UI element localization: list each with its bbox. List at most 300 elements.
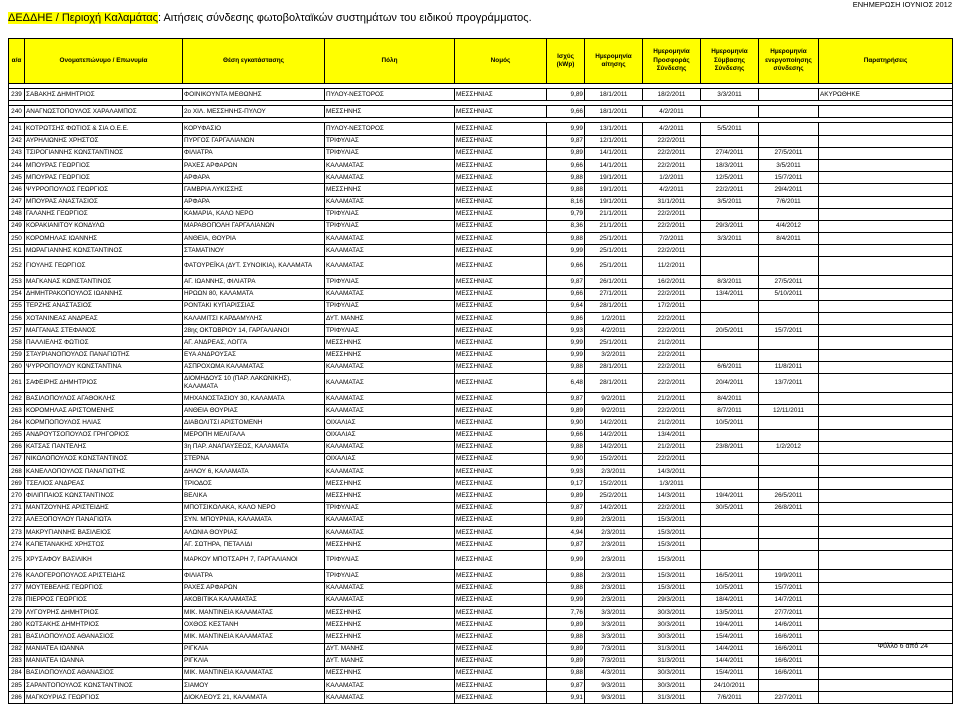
table-cell: 9,99 [547, 123, 585, 135]
table-cell [759, 478, 819, 490]
table-cell: 9,87 [547, 502, 585, 514]
table-row [9, 405, 953, 417]
table-cell: 22/2/2011 [643, 502, 701, 514]
table-cell: 274 [9, 539, 25, 551]
table-cell: 30/5/2011 [701, 502, 759, 514]
table-cell [819, 582, 953, 594]
table-cell: 270 [9, 490, 25, 502]
table-cell: ΤΣΕΛΙΟΣ ΑΝΔΡΕΑΣ [25, 478, 183, 490]
table-cell: ΜΕΣΣΗΝΙΑΣ [455, 147, 547, 159]
table-cell [759, 245, 819, 257]
table-row [9, 619, 953, 631]
table-cell: ΚΟΡΥΦΑΣΙΟ [183, 123, 325, 135]
col-header: Πόλη [325, 39, 455, 84]
table-cell [819, 373, 953, 392]
table-cell: ΤΡΙΦΥΛΙΑΣ [325, 208, 455, 220]
table-cell: 14/3/2011 [643, 466, 701, 478]
table-cell: ΜΕΡΟΠΗ ΜΕΛΙΓΑΛΑ [183, 429, 325, 441]
table-cell: ΚΑΛΑΜΑΤΑΣ [325, 466, 455, 478]
table-row [9, 89, 953, 101]
table-cell: 9,66 [547, 429, 585, 441]
table-cell [819, 288, 953, 300]
table-cell [759, 135, 819, 147]
table-cell: 18/1/2011 [585, 106, 643, 118]
table-cell [759, 466, 819, 478]
table-cell: ΜΕΣΣΗΝΙΑΣ [455, 643, 547, 655]
table-cell: 25/1/2011 [585, 233, 643, 245]
table-cell [701, 551, 759, 570]
table-cell: ΜΕΣΣΗΝΗΣ [325, 619, 455, 631]
table-cell: 254 [9, 288, 25, 300]
col-header: Ημερομηνία ενεργοποίησης σύνδεσης [759, 39, 819, 84]
table-cell [759, 208, 819, 220]
table-cell: ΡΙΓΚΛΙΑ [183, 655, 325, 667]
table-cell: 29/3/2011 [643, 594, 701, 606]
table-cell: 9/2/2011 [585, 405, 643, 417]
table-cell: 276 [9, 570, 25, 582]
table-cell: 240 [9, 106, 25, 118]
table-cell: ΣΑΦΕΙΡΗΣ ΔΗΜΗΤΡΙΟΣ [25, 373, 183, 392]
table-cell [819, 276, 953, 288]
table-cell: 9,99 [547, 245, 585, 257]
table-cell: ΤΕΡΖΗΣ ΑΝΑΣΤΑΣΙΟΣ [25, 300, 183, 312]
col-header: α/α [9, 39, 25, 84]
table-cell: 261 [9, 373, 25, 392]
table-cell: ΔΙΟΜΗΔΟΥΣ 10 (ΠΑΡ. ΛΑΚΩΝΙΚΗΣ), ΚΑΛΑΜΑΤΑ [183, 373, 325, 392]
table-cell: 15/3/2011 [643, 514, 701, 526]
table-cell: ΚΟΡΟΜΗΛΑΣ ΑΡΙΣΤΟΜΕΝΗΣ [25, 405, 183, 417]
table-cell: ΤΡΙΦΥΛΙΑΣ [325, 220, 455, 232]
table-cell: 9,93 [547, 325, 585, 337]
table-cell: ΚΑΛΑΜΑΤΑΣ [325, 361, 455, 373]
table-cell: 15/3/2011 [643, 539, 701, 551]
table-cell [819, 245, 953, 257]
table-cell [819, 466, 953, 478]
table-cell [759, 337, 819, 349]
table-cell [759, 527, 819, 539]
table-row [9, 245, 953, 257]
table-cell: 22/2/2011 [643, 405, 701, 417]
table-cell: ΒΑΣΙΛΟΠΟΥΛΟΣ ΑΘΑΝΑΣΙΟΣ [25, 667, 183, 679]
table-cell: ΜΕΣΣΗΝΙΑΣ [455, 220, 547, 232]
table-cell: 4,94 [547, 527, 585, 539]
table-cell: 22/2/2011 [643, 159, 701, 171]
table-cell: ΚΑΛΑΜΑΤΑΣ [325, 373, 455, 392]
table-cell: 9,90 [547, 417, 585, 429]
table-cell: ΚΟΡΑΚΙΑΝΙΤΟΥ ΚΟΝΔΥΛΩ [25, 220, 183, 232]
table-cell: 2/3/2011 [585, 594, 643, 606]
table-cell: ΜΕΣΣΗΝΙΑΣ [455, 527, 547, 539]
table-cell: ΚΑΤΣΑΣ ΠΑΝΤΕΛΗΣ [25, 441, 183, 453]
table-cell: 20/4/2011 [701, 373, 759, 392]
table-cell: ΟΙΧΑΛΙΑΣ [325, 453, 455, 465]
table-cell: ΟΙΧΑΛΙΑΣ [325, 417, 455, 429]
table-cell: ΚΑΛΑΜΑΤΑΣ [325, 172, 455, 184]
table-cell: ΦΙΛΙΠΠΑΙΟΣ ΚΩΝΣΤΑΝΤΙΝΟΣ [25, 490, 183, 502]
table-cell: 9,66 [547, 288, 585, 300]
table-cell: 9,89 [547, 619, 585, 631]
table-cell: ΠΙΕΡΡΟΣ ΓΕΩΡΓΙΟΣ [25, 594, 183, 606]
table-row [9, 606, 953, 618]
table-cell: 2/3/2011 [585, 527, 643, 539]
table-cell: 22/2/2011 [643, 313, 701, 325]
table-cell: ΜΕΣΣΗΝΙΑΣ [455, 337, 547, 349]
table-cell: 22/2/2011 [643, 453, 701, 465]
table-cell: 22/7/2011 [759, 692, 819, 704]
table-row [9, 106, 953, 118]
table-cell: ΗΡΩΩΝ 80, ΚΑΛΑΜΑΤΑ [183, 288, 325, 300]
table-cell: 12/11/2011 [759, 405, 819, 417]
table-cell [819, 337, 953, 349]
table-cell: 9,90 [547, 453, 585, 465]
table-cell: 9,88 [547, 172, 585, 184]
table-row [9, 453, 953, 465]
table-cell: 2/3/2011 [585, 466, 643, 478]
table-cell: 7/6/2011 [759, 196, 819, 208]
table-cell: 18/4/2011 [701, 594, 759, 606]
table-cell: 275 [9, 551, 25, 570]
table-cell: 16/6/2011 [759, 655, 819, 667]
table-cell [701, 208, 759, 220]
table-cell: ΑΛΕΞΟΠΟΥΛΟΥ ΠΑΝΑΓΙΩΤΑ [25, 514, 183, 526]
table-cell [759, 551, 819, 570]
table-cell: ΒΑΣΙΛΟΠΟΥΛΟΣ ΑΓΑΘΟΚΛΗΣ [25, 392, 183, 404]
table-cell [819, 594, 953, 606]
table-cell: 253 [9, 276, 25, 288]
table-row [9, 220, 953, 232]
table-cell: ΣΑΡΑΝΤΟΠΟΥΛΟΣ ΚΩΝΣΤΑΝΤΙΝΟΣ [25, 680, 183, 692]
table-cell: 13/4/2011 [643, 429, 701, 441]
table-cell: ΠΥΛΟΥ-ΝΕΣΤΟΡΟΣ [325, 89, 455, 101]
table-cell [819, 172, 953, 184]
table-cell: ΜΑΚΡΥΓΙΑΝΝΗΣ ΒΑΣΙΛΕΙΟΣ [25, 527, 183, 539]
table-row [9, 208, 953, 220]
table-cell: 31/3/2011 [643, 692, 701, 704]
table-cell: 26/5/2011 [759, 490, 819, 502]
table-cell: 3/5/2011 [759, 159, 819, 171]
table-row [9, 349, 953, 361]
table-row [9, 441, 953, 453]
table-cell: ΜΕΣΣΗΝΗΣ [325, 490, 455, 502]
table-cell: ΑΚΥΡΩΘΗΚΕ [819, 89, 953, 101]
table-cell [819, 349, 953, 361]
table-cell [819, 417, 953, 429]
table-cell: ΕΥΑ ΑΝΔΡΟΥΣΑΣ [183, 349, 325, 361]
table-cell: 255 [9, 300, 25, 312]
table-cell: 7/3/2011 [585, 655, 643, 667]
table-cell: ΜΕΣΣΗΝΙΑΣ [455, 466, 547, 478]
table-cell: ΚΑΛΑΜΑΤΑΣ [325, 441, 455, 453]
table-row [9, 276, 953, 288]
table-cell: ΣΥΝ. ΜΠΟΥΡΝΙΑ, ΚΑΛΑΜΑΤΑ [183, 514, 325, 526]
table-cell: ΚΑΛΑΜΑΤΑΣ [325, 245, 455, 257]
table-cell: 9,88 [547, 667, 585, 679]
table-cell: ΜΑΓΚΑΝΑΣ ΚΩΝΣΤΑΝΤΙΝΟΣ [25, 276, 183, 288]
table-row [9, 643, 953, 655]
table-cell: 6/6/2011 [701, 361, 759, 373]
table-cell: 5/5/2011 [701, 123, 759, 135]
title-text: : Αιτήσεις σύνδεσης φωτοβολταϊκών συστημάτων του ειδικού προγράμματος. [157, 12, 532, 24]
office-name: ΔΕΔΔΗΕ / Περιοχή Καλαμάτας [8, 12, 158, 24]
table-cell: 17/2/2011 [643, 300, 701, 312]
table-cell: 21/2/2011 [643, 417, 701, 429]
table-cell: ΜΕΣΣΗΝΙΑΣ [455, 417, 547, 429]
table-cell: ΜΕΣΣΗΝΙΑΣ [455, 159, 547, 171]
table-cell: ΚΑΜΑΡΙΑ, ΚΑΛΟ ΝΕΡΟ [183, 208, 325, 220]
table-cell: ΚΑΛΑΜΑΤΑΣ [325, 527, 455, 539]
table-cell: 9,79 [547, 208, 585, 220]
table-cell: ΤΡΙΦΥΛΙΑΣ [325, 276, 455, 288]
table-cell: ΟΙΧΑΛΙΑΣ [325, 429, 455, 441]
table-cell: ΤΡΙΦΥΛΙΑΣ [325, 300, 455, 312]
update-label: ΕΝΗΜΕΡΩΣΗ ΙΟΥΝΙΟΣ 2012 [852, 0, 952, 9]
table-cell: ΚΑΛΑΜΑΤΑΣ [325, 288, 455, 300]
table-cell: 3/3/2011 [701, 233, 759, 245]
table-cell: ΜΑΝΙΑΤΕΑ ΙΩΑΝΝΑ [25, 655, 183, 667]
table-cell: ΡΑΧΕΣ ΑΡΦΑΡΩΝ [183, 159, 325, 171]
table-cell: 9,99 [547, 337, 585, 349]
table-cell: 243 [9, 147, 25, 159]
table-cell: ΚΑΛΑΜΙΤΣΙ ΚΑΡΔΑΜΥΛΗΣ [183, 313, 325, 325]
table-cell [701, 539, 759, 551]
table-row [9, 551, 953, 570]
table-cell: 9,88 [547, 631, 585, 643]
table-row [9, 502, 953, 514]
table-cell: 27/5/2011 [759, 276, 819, 288]
table-cell: 9,66 [547, 106, 585, 118]
table-cell: ΜΕΣΣΗΝΙΑΣ [455, 619, 547, 631]
table-cell: ΑΓ. ΙΩΑΝΝΗΣ, ΦΙΛΙΑΤΡΑ [183, 276, 325, 288]
table-cell: 1/2/2012 [759, 441, 819, 453]
table-cell: ΑΡΦΑΡΑ [183, 196, 325, 208]
table-cell [819, 539, 953, 551]
table-cell: 241 [9, 123, 25, 135]
table-cell: ΤΡΙΦΥΛΙΑΣ [325, 551, 455, 570]
table-cell [819, 453, 953, 465]
table-cell [819, 313, 953, 325]
table-cell: 29/3/2011 [701, 220, 759, 232]
table-cell: 31/1/2011 [643, 196, 701, 208]
table-cell: ΚΑΠΕΤΑΝΑΚΗΣ ΧΡΗΣΤΟΣ [25, 539, 183, 551]
table-row [9, 135, 953, 147]
table-cell: 282 [9, 643, 25, 655]
table-cell: 14/2/2011 [585, 429, 643, 441]
table-cell [759, 417, 819, 429]
table-cell: ΔΥΤ. ΜΑΝΗΣ [325, 655, 455, 667]
table-cell: ΜΕΣΣΗΝΙΑΣ [455, 373, 547, 392]
table-row [9, 692, 953, 704]
table-cell: ΡΟΝΤΑΚΙ ΚΥΠΑΡΙΣΣΙΑΣ [183, 300, 325, 312]
table-cell: 26/1/2011 [585, 276, 643, 288]
table-cell [819, 478, 953, 490]
table-cell: ΜΕΣΣΗΝΙΑΣ [455, 490, 547, 502]
table-cell: ΑΝΔΡΟΥΤΣΟΠΟΥΛΟΣ ΓΡΗΓΟΡΙΟΣ [25, 429, 183, 441]
table-cell: 239 [9, 89, 25, 101]
table-cell [759, 313, 819, 325]
table-cell: 258 [9, 337, 25, 349]
table-row [9, 373, 953, 392]
table-cell: 23/8/2011 [701, 441, 759, 453]
table-cell [759, 257, 819, 276]
table-cell [819, 233, 953, 245]
table-cell: ΜΕΣΣΗΝΙΑΣ [455, 208, 547, 220]
table-cell [819, 655, 953, 667]
table-cell: 9,87 [547, 539, 585, 551]
table-cell: ΡΙΓΚΛΙΑ [183, 643, 325, 655]
table-cell: ΚΑΛΑΜΑΤΑΣ [325, 692, 455, 704]
table-cell: ΤΡΙΟΔΟΣ [183, 478, 325, 490]
table-cell: 12/1/2011 [585, 135, 643, 147]
table-cell [819, 606, 953, 618]
table-cell: ΜΕΣΣΗΝΗΣ [325, 539, 455, 551]
table-cell [701, 478, 759, 490]
table-cell: 8,16 [547, 196, 585, 208]
table-cell: 269 [9, 478, 25, 490]
table-cell [701, 527, 759, 539]
table-cell: ΜΑΡΚΟΥ ΜΠΟΤΣΑΡΗ 7, ΓΑΡΓΑΛΙΑΝΟΙ [183, 551, 325, 570]
table-cell: ΦΙΛΙΑΤΡΑ [183, 570, 325, 582]
table-cell [819, 196, 953, 208]
table-cell: 9,86 [547, 313, 585, 325]
table-row [9, 159, 953, 171]
table-cell [819, 392, 953, 404]
table-cell: ΜΕΣΣΗΝΙΑΣ [455, 257, 547, 276]
table-cell: ΓΙΟΥΛΗΣ ΓΕΩΡΓΙΟΣ [25, 257, 183, 276]
table-cell: ΑΓ. ΑΝΔΡΕΑΣ, ΛΟΓΓΑ [183, 337, 325, 349]
table-cell: ΜΕΣΣΗΝΙΑΣ [455, 392, 547, 404]
table-cell: ΓΑΛΑΝΗΣ ΓΕΩΡΓΙΟΣ [25, 208, 183, 220]
table-cell: ΚΟΤΡΩΤΣΗΣ ΦΩΤΙΟΣ & ΣΙΑ Ο.Ε.Ε. [25, 123, 183, 135]
table-cell: 9,87 [547, 276, 585, 288]
table-cell: 4/2/2011 [643, 123, 701, 135]
table-cell: ΜΕΣΣΗΝΙΑΣ [455, 667, 547, 679]
table-cell: ΚΑΛΑΜΑΤΑΣ [325, 257, 455, 276]
table-cell: 9,66 [547, 159, 585, 171]
table-cell: 11/2/2011 [643, 257, 701, 276]
table-cell: ΜΕΣΣΗΝΙΑΣ [455, 313, 547, 325]
table-cell [701, 453, 759, 465]
table-cell: 280 [9, 619, 25, 631]
table-cell: 14/4/2011 [701, 643, 759, 655]
table-cell: ΜΕΣΣΗΝΙΑΣ [455, 361, 547, 373]
table-cell: ΤΡΙΦΥΛΙΑΣ [325, 570, 455, 582]
table-cell: 21/2/2011 [643, 392, 701, 404]
table-cell: ΚΑΛΑΜΑΤΑΣ [325, 514, 455, 526]
table-row [9, 429, 953, 441]
table-cell: ΜΕΣΣΗΝΙΑΣ [455, 502, 547, 514]
table-cell: 264 [9, 417, 25, 429]
table-cell: ΜΑΓΚΟΥΡΙΑΣ ΓΕΩΡΓΙΟΣ [25, 692, 183, 704]
table-cell: ΛΥΓΟΥΡΗΣ ΔΗΜΗΤΡΙΟΣ [25, 606, 183, 618]
col-header: Ημερομηνία Σύμβασης Σύνδεσης [701, 39, 759, 84]
table-cell [701, 106, 759, 118]
table-cell [819, 527, 953, 539]
table-row [9, 667, 953, 679]
table-cell: ΜΕΣΣΗΝΙΑΣ [455, 233, 547, 245]
table-cell [759, 300, 819, 312]
table-cell: ΣΙΑΜΟΥ [183, 680, 325, 692]
table-cell [819, 123, 953, 135]
table-cell [701, 466, 759, 478]
table-cell: 9/3/2011 [585, 680, 643, 692]
table-cell: 279 [9, 606, 25, 618]
table-row [9, 392, 953, 404]
table-row [9, 466, 953, 478]
table-cell: 13/7/2011 [759, 373, 819, 392]
table-cell: 13/1/2011 [585, 123, 643, 135]
table-cell: ΜΕΣΣΗΝΙΑΣ [455, 606, 547, 618]
table-cell: 1/3/2011 [643, 478, 701, 490]
table-cell: ΜΙΚ. ΜΑΝΤΙΝΕΙΑ ΚΑΛΑΜΑΤΑΣ [183, 606, 325, 618]
table-cell: 268 [9, 466, 25, 478]
table-cell [701, 135, 759, 147]
table-cell: 29/4/2011 [759, 184, 819, 196]
col-header: Ημερομηνία αίτησης [585, 39, 643, 84]
table-cell: 25/2/2011 [585, 490, 643, 502]
table-cell [819, 208, 953, 220]
table-cell: ΜΕΣΣΗΝΙΑΣ [455, 551, 547, 570]
page-title [8, 11, 952, 25]
table-cell: 3η ΠΑΡ. ΑΝΑΠΑΥΣΕΩΣ, ΚΑΛΑΜΑΤΑ [183, 441, 325, 453]
table-cell: 8,36 [547, 220, 585, 232]
table-cell: ΜΕΣΣΗΝΙΑΣ [455, 594, 547, 606]
table-cell: ΜΠΟΥΡΑΣ ΓΕΩΡΓΙΟΣ [25, 159, 183, 171]
header-row [9, 39, 953, 84]
table-cell: ΔΙΑΒΟΛΙΤΣΙ ΑΡΙΣΤΟΜΕΝΗ [183, 417, 325, 429]
table-cell: 9,88 [547, 361, 585, 373]
table-cell: 22/2/2011 [643, 135, 701, 147]
table-cell: 27/5/2011 [759, 147, 819, 159]
table-cell: 25/1/2011 [585, 245, 643, 257]
table-cell [759, 429, 819, 441]
table-cell: 28/1/2011 [585, 300, 643, 312]
table-row [9, 527, 953, 539]
table-cell: 265 [9, 429, 25, 441]
table-cell [701, 245, 759, 257]
table-cell: 9,87 [547, 135, 585, 147]
table-cell: ΜΕΣΣΗΝΗΣ [325, 631, 455, 643]
table-cell: 9,17 [547, 478, 585, 490]
table-cell: ΜΗΧΑΝΟΣΤΑΣΙΟΥ 30, ΚΑΛΑΜΑΤΑ [183, 392, 325, 404]
table-cell: ΝΙΚΟΛΟΠΟΥΛΟΣ ΚΩΝΣΤΑΝΤΙΝΟΣ [25, 453, 183, 465]
table-cell: 31/3/2011 [643, 643, 701, 655]
table-cell: ΜΕΣΣΗΝΗΣ [325, 667, 455, 679]
table-cell: ΜΑΝΤΖΟΥΝΗΣ ΑΡΙΣΤΕΙΔΗΣ [25, 502, 183, 514]
table-row [9, 490, 953, 502]
table-cell [759, 514, 819, 526]
table-cell: 9,89 [547, 147, 585, 159]
table-cell: ΜΕΣΣΗΝΙΑΣ [455, 655, 547, 667]
table-cell: ΜΕΣΣΗΝΙΑΣ [455, 325, 547, 337]
table-cell: 272 [9, 514, 25, 526]
table-cell: 27/4/2011 [701, 147, 759, 159]
table-cell: ΜΕΣΣΗΝΙΑΣ [455, 570, 547, 582]
table-cell: ΜΙΚ. ΜΑΝΤΙΝΕΙΑ ΚΑΛΑΜΑΤΑΣ [183, 667, 325, 679]
table-cell: 14/1/2011 [585, 159, 643, 171]
table-cell: 15/3/2011 [643, 551, 701, 570]
table-cell: ΜΕΣΣΗΝΙΑΣ [455, 123, 547, 135]
table-cell: ΨΥΡΡΟΠΟΥΛΟΣ ΓΕΩΡΓΙΟΣ [25, 184, 183, 196]
table-row [9, 257, 953, 276]
table-row [9, 325, 953, 337]
table-row [9, 680, 953, 692]
table-cell [819, 405, 953, 417]
table-cell: 9,93 [547, 466, 585, 478]
table-cell: ΤΡΙΦΥΛΙΑΣ [325, 135, 455, 147]
table-cell: ΦΙΛΙΑΤΡΑ [183, 147, 325, 159]
table-cell: ΣΑΒΑΚΗΣ ΔΗΜΗΤΡΙΟΣ [25, 89, 183, 101]
table-cell [819, 325, 953, 337]
